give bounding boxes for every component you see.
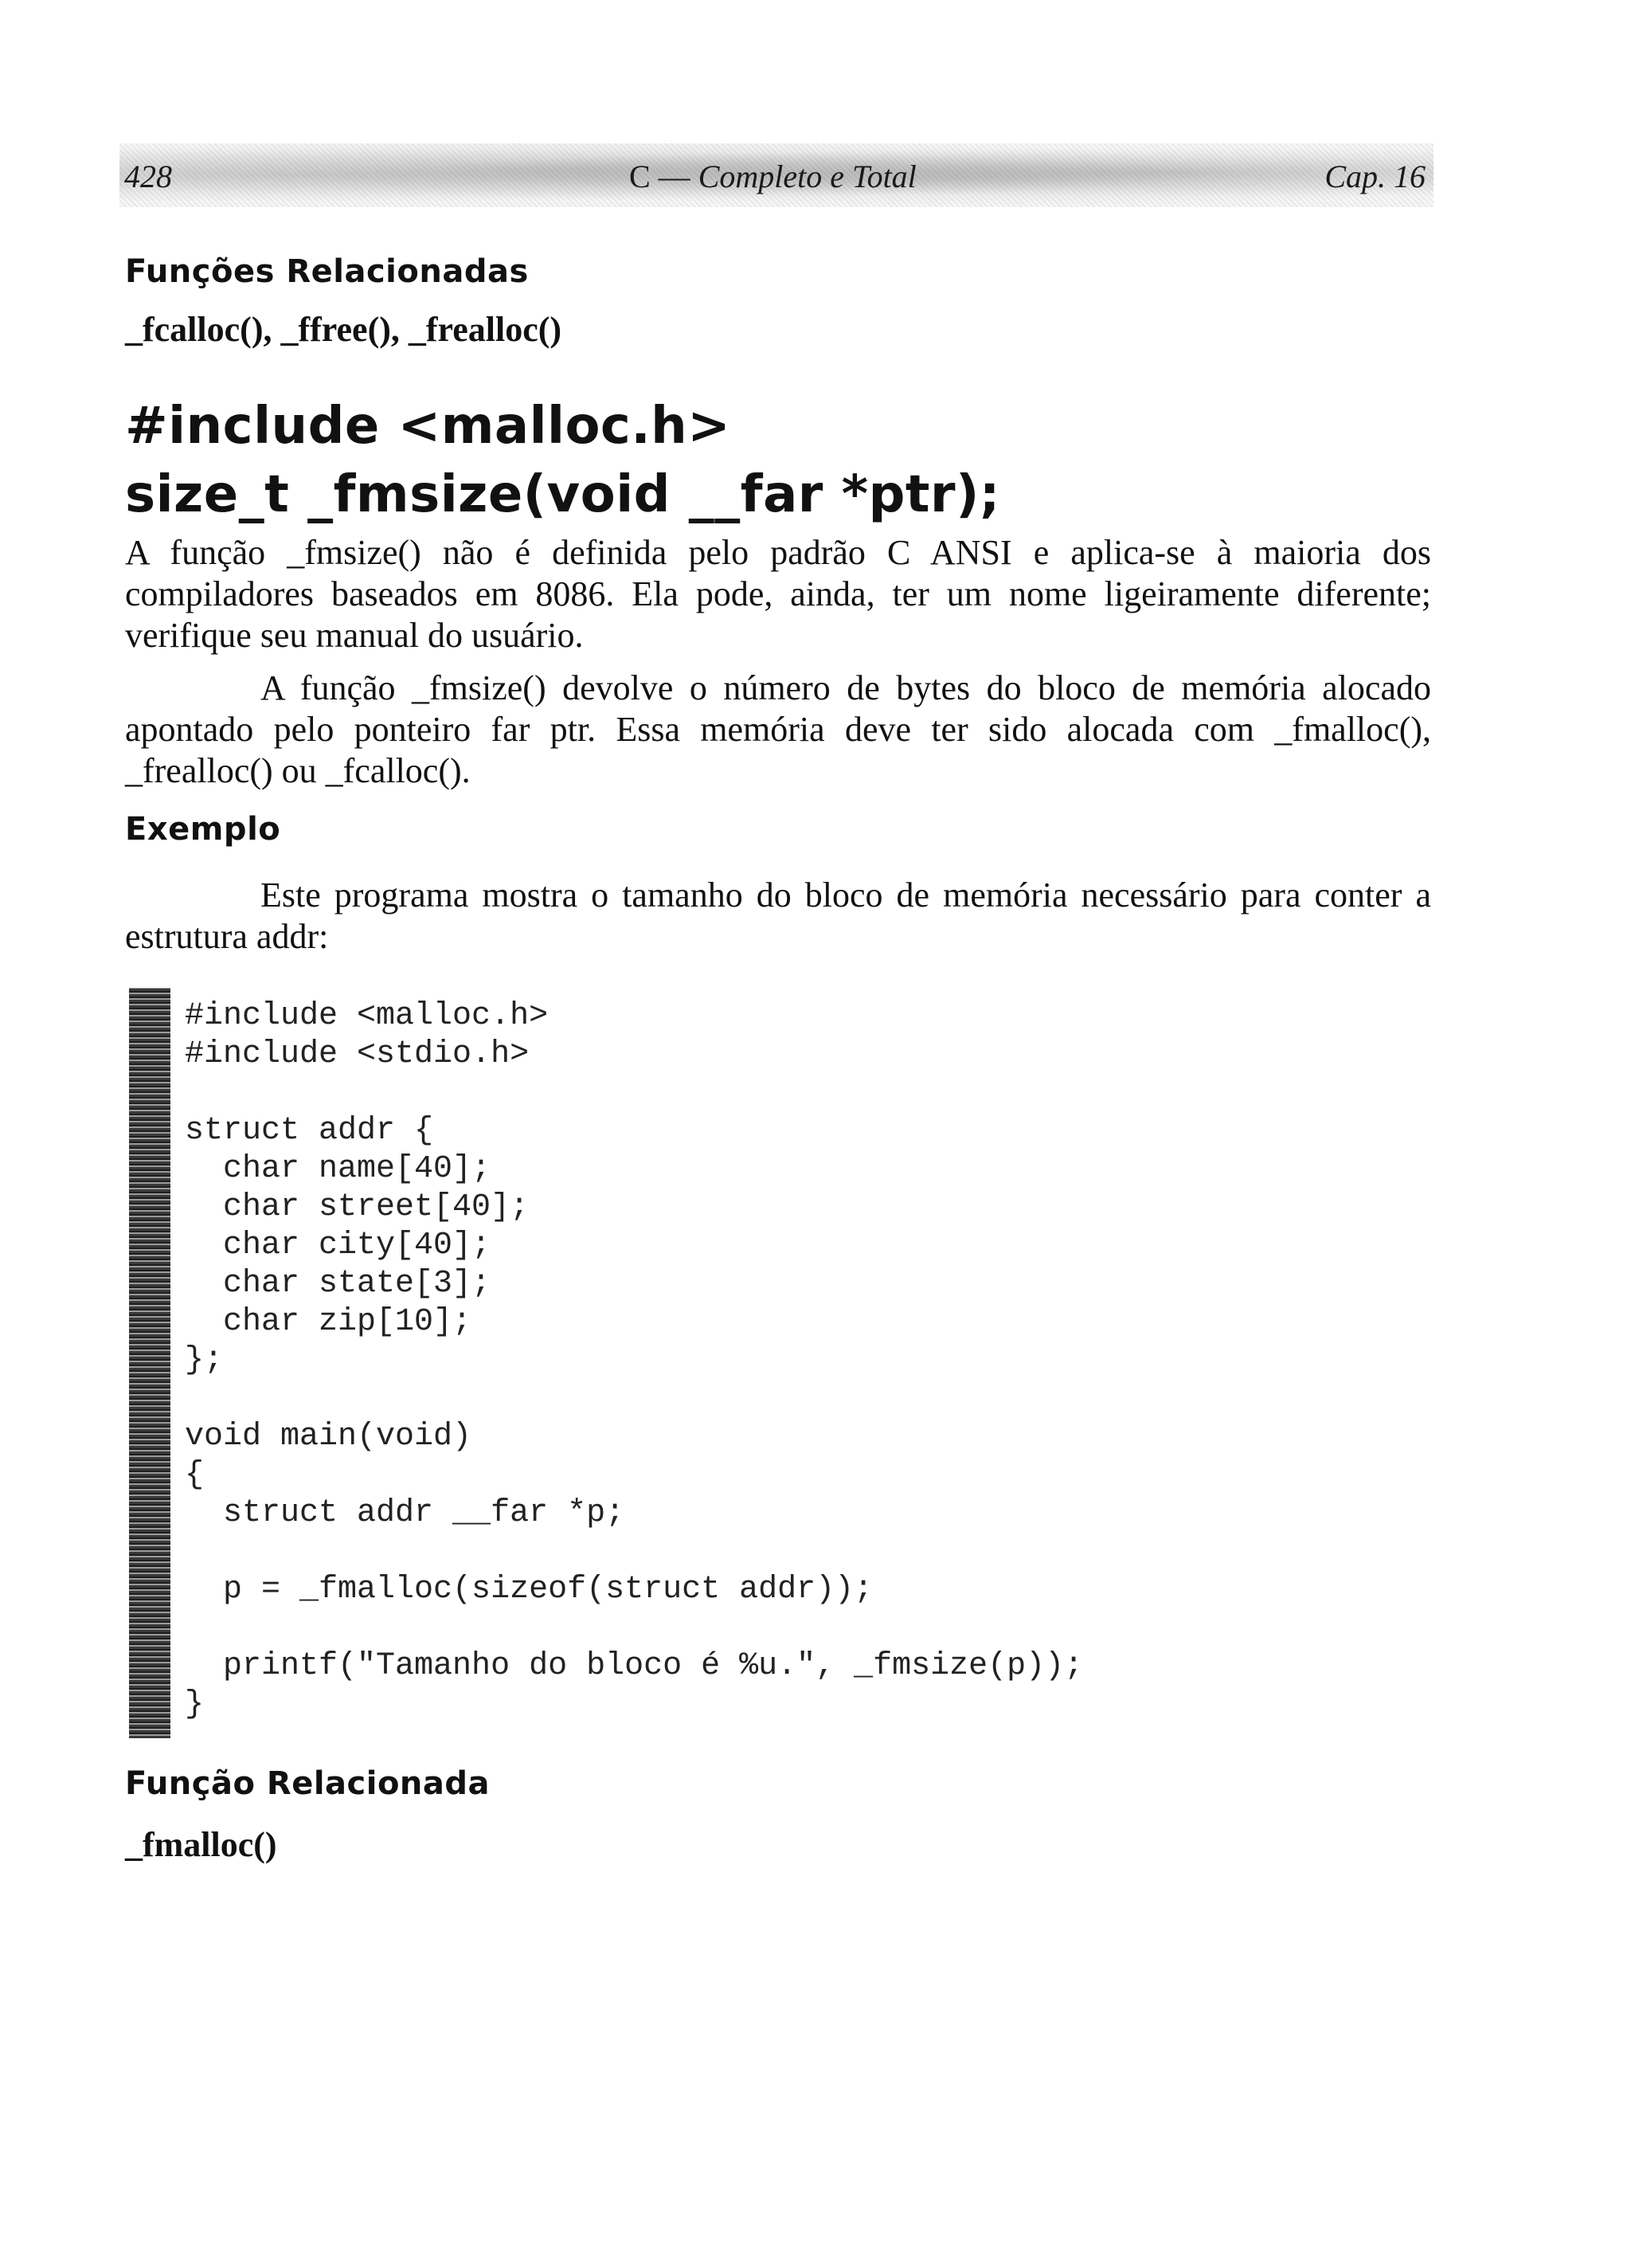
code-line: struct addr { [185,1113,434,1149]
code-listing [185,997,1083,1724]
code-line: char name[40]; [185,1151,491,1187]
description-paragraph-1: A função _fmsize() não é definida pelo padrão C ANSI e aplica-se à maioria dos compiladores baseados em 8086. Ela pode, ainda, ter um nome ligeiramente diferente; verifique seu manual do usuário. [125,533,1431,655]
code-line: { [185,1457,205,1493]
related-functions-heading: Funções Relacionadas [125,253,529,290]
code-line: char zip[10]; [185,1304,472,1340]
code-line: #include <malloc.h> [185,998,549,1034]
example-intro: Este programa mostra o tamanho do bloco de memória necessário para conter a estrutura addr: [125,875,1431,956]
code-line [185,1609,1083,1647]
code-line: }; [185,1342,224,1378]
signature-prototype: size_t _fmsize(void __far *ptr); [125,465,1000,524]
running-title-prefix: C — [629,159,698,194]
code-line: char state[3]; [185,1266,491,1302]
related-function-list: _fmalloc() [125,1825,277,1864]
code-line: char street[40]; [185,1189,530,1225]
code-line: #include <stdio.h> [185,1036,530,1072]
code-line: void main(void) [185,1419,472,1455]
example-heading: Exemplo [125,811,281,848]
chapter-label: Cap. 16 [1324,159,1426,194]
code-line: } [185,1686,205,1722]
code-line: char city[40]; [185,1228,491,1263]
page-number: 428 [124,159,172,194]
code-line: p = _fmalloc(sizeof(struct addr)); [185,1572,874,1608]
code-line: printf("Tamanho do bloco é %u.", _fmsize(p)); [185,1648,1084,1684]
code-margin-bar [129,988,170,1738]
description-paragraph-2: A função _fmsize() devolve o número de bytes do bloco de memória alocado apontado pelo ponteiro far ptr. Essa memória deve ter sido alocada com _fmalloc(), _frealloc() ou _fcalloc(). [125,668,1431,790]
code-line [185,1380,1083,1418]
function-signature [125,392,1000,529]
running-title-italic: Completo e Total [698,159,917,194]
code-line: struct addr __far *p; [185,1495,625,1531]
related-functions-list: _fcalloc(), _ffree(), _frealloc() [125,310,562,349]
related-function-heading: Função Relacionada [125,1765,491,1802]
page-header [119,143,1433,207]
code-line [185,1533,1083,1571]
running-title [629,158,917,195]
code-line [185,1074,1083,1112]
signature-include: #include <malloc.h> [125,397,731,456]
